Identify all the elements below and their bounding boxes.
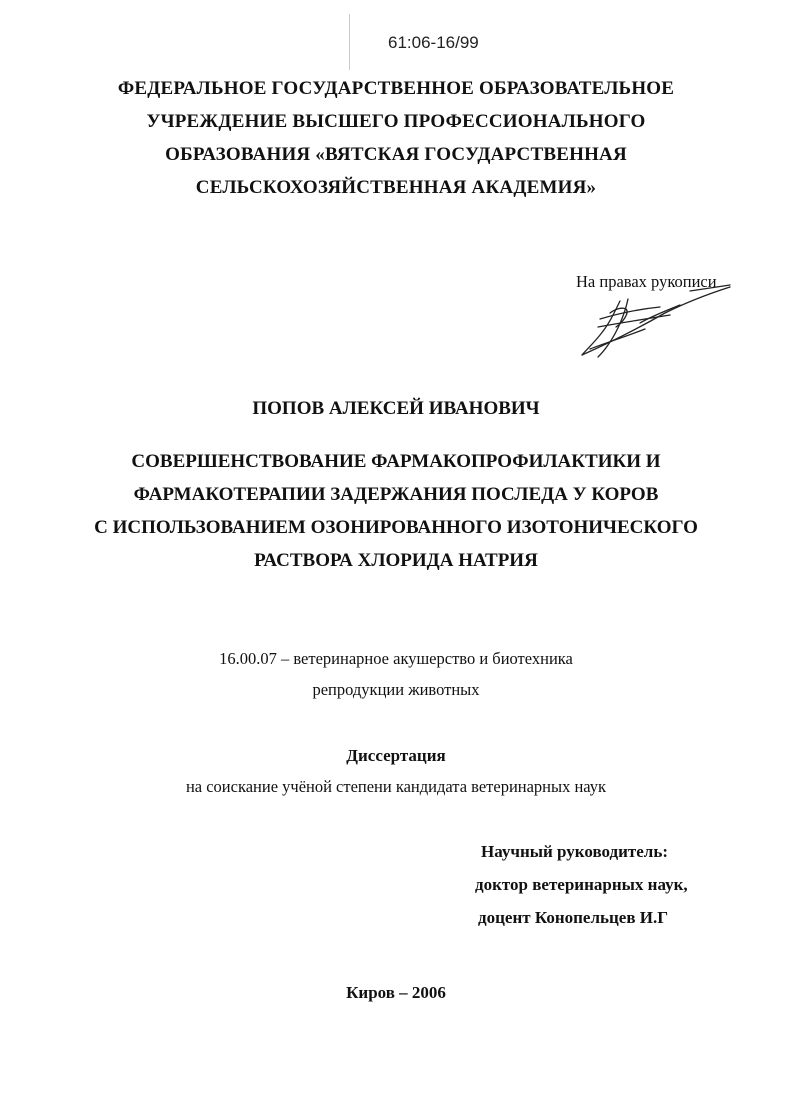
rights-note: На правах рукописи (576, 272, 717, 291)
specialty-line-2: репродукции животных (312, 680, 480, 699)
title-line-3: С ИСПОЛЬЗОВАНИЕМ ОЗОНИРОВАННОГО ИЗОТОНИЧЕСКОГО (94, 517, 698, 538)
city-year: Киров – 2006 (346, 983, 446, 1002)
institution-line-2: УЧРЕЖДЕНИЕ ВЫСШЕГО ПРОФЕССИОНАЛЬНОГО (146, 111, 646, 132)
title-line-1: СОВЕРШЕНСТВОВАНИЕ ФАРМАКОПРОФИЛАКТИКИ И (131, 451, 661, 472)
scan-mark-top (349, 14, 350, 70)
work-type: Диссертация (346, 746, 446, 765)
title-line-2: ФАРМАКОТЕРАПИИ ЗАДЕРЖАНИЯ ПОСЛЕДА У КОРОВ (133, 484, 659, 505)
institution-line-4: СЕЛЬСКОХОЗЯЙСТВЕННАЯ АКАДЕМИЯ» (195, 177, 597, 198)
supervisor-heading: Научный руководитель: (481, 842, 668, 861)
supervisor-degree: доктор ветеринарных наук, (475, 875, 688, 894)
handwritten-signature (570, 283, 760, 363)
author-name: ПОПОВ АЛЕКСЕЙ ИВАНОВИЧ (252, 398, 540, 419)
institution-line-3: ОБРАЗОВАНИЯ «ВЯТСКАЯ ГОСУДАРСТВЕННАЯ (165, 144, 627, 165)
institution-line-1: ФЕДЕРАЛЬНОЕ ГОСУДАРСТВЕННОЕ ОБРАЗОВАТЕЛЬНОЕ (117, 78, 675, 99)
supervisor-name: доцент Конопельцев И.Г (478, 908, 669, 927)
registry-code: 61:06-16/99 (388, 33, 479, 52)
degree-line: на соискание учёной степени кандидата ветеринарных наук (185, 777, 607, 796)
title-line-4: РАСТВОРА ХЛОРИДА НАТРИЯ (254, 550, 538, 571)
specialty-line-1: 16.00.07 – ветеринарное акушерство и биотехника (219, 649, 573, 668)
